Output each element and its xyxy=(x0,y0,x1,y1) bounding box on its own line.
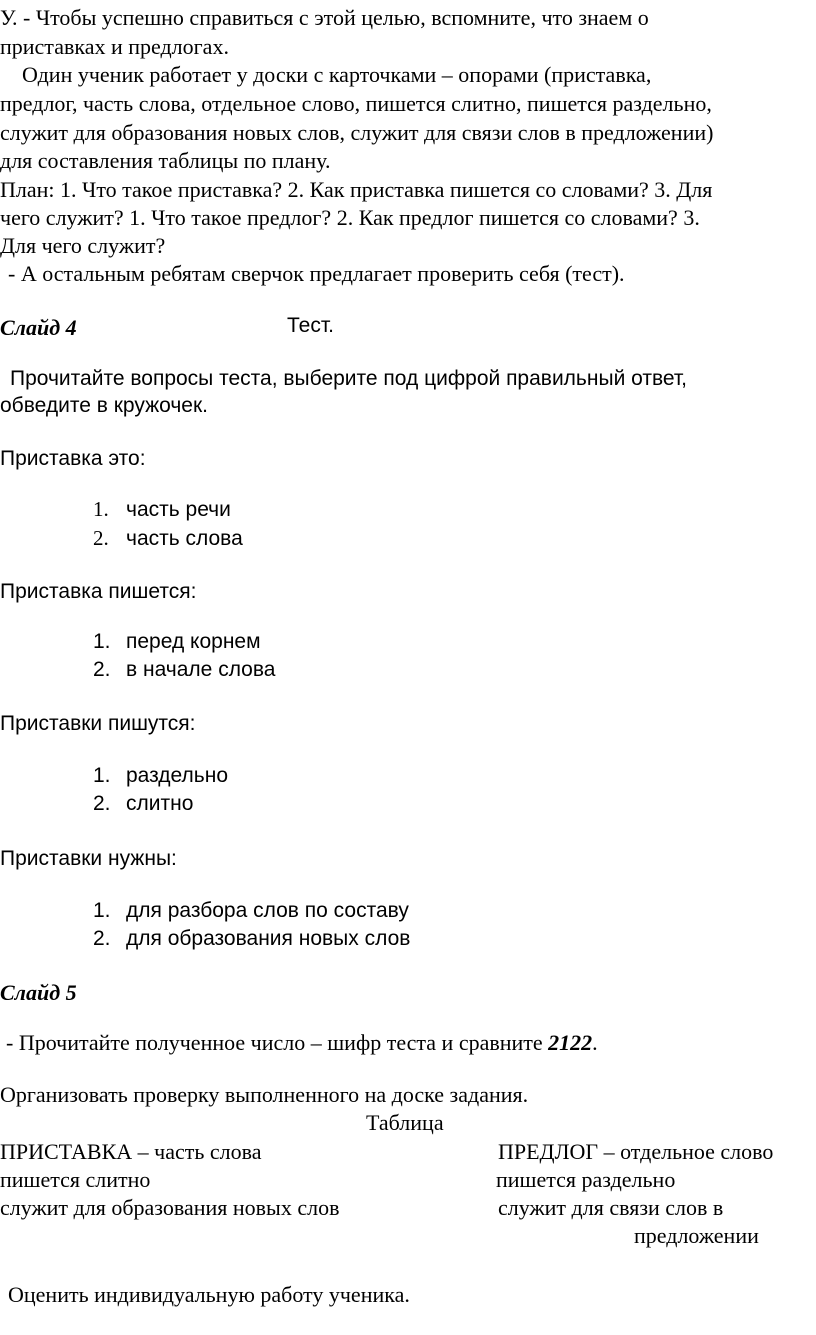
option-number: 2. xyxy=(93,526,109,550)
question-prompt: Приставки пишутся: xyxy=(0,712,196,735)
table-left-cell: пишется слитно xyxy=(0,1167,151,1192)
table-right-cell: служит для связи слов в xyxy=(498,1195,724,1220)
test-title: Тест. xyxy=(287,314,334,337)
table-right-cell: предложении xyxy=(634,1223,759,1248)
table-right-cell: пишется раздельно xyxy=(496,1167,676,1192)
intro-line: Один ученик работает у доски с карточками – опорами (приставка, xyxy=(22,62,652,87)
answer-option xyxy=(93,925,410,953)
question-prompt: Приставка это: xyxy=(0,447,146,470)
answer-option xyxy=(93,495,231,524)
plan-line: План: 1. Что такое приставка? 2. Как приставка пишется со словами? 3. Для xyxy=(0,177,713,202)
intro-line: предлог, часть слова, отдельное слово, пишется слитно, пишется раздельно, xyxy=(0,91,712,116)
option-number: 1. xyxy=(93,497,109,521)
question-prompt: Приставки нужны: xyxy=(0,847,177,870)
organize-note: Организовать проверку выполненного на доске задания. xyxy=(0,1082,529,1107)
option-number: 2. xyxy=(93,927,111,950)
table-caption: Таблица xyxy=(366,1110,444,1135)
option-text: перед корнем xyxy=(126,630,261,653)
option-text: для образования новых слов xyxy=(126,927,411,950)
option-number: 1. xyxy=(93,630,111,653)
intro-line: У. - Чтобы успешно справиться с этой целью, вспомните, что знаем о xyxy=(0,5,649,30)
option-text: раздельно xyxy=(126,764,228,787)
answer-option xyxy=(93,656,275,684)
intro-line: приставках и предлогах. xyxy=(0,34,229,59)
option-number: 1. xyxy=(93,899,111,922)
answer-option xyxy=(93,897,409,925)
slide-label: Слайд 5 xyxy=(0,980,77,1005)
test-instruction: обведите в кружочек. xyxy=(0,394,208,417)
option-text: в начале слова xyxy=(126,658,276,681)
intro-line: для составления таблицы по плану. xyxy=(0,148,331,173)
option-number: 1. xyxy=(93,764,111,787)
intro-line: - А остальным ребятам сверчок предлагает проверить себя (тест). xyxy=(8,261,625,286)
answer-option xyxy=(93,762,228,790)
closing-note: Оценить индивидуальную работу ученика. xyxy=(8,1282,410,1307)
plan-line: Для чего служит? xyxy=(0,233,166,258)
answer-option xyxy=(93,524,243,553)
option-text: для разбора слов по составу xyxy=(126,899,409,922)
test-code: 2122 xyxy=(548,1030,593,1055)
option-number: 2. xyxy=(93,792,111,815)
plan-line: чего служит? 1. Что такое предлог? 2. Как предлог пишется со словами? 3. xyxy=(0,205,700,230)
table-right-cell: ПРЕДЛОГ – отдельное слово xyxy=(498,1139,774,1164)
question-prompt: Приставка пишется: xyxy=(0,580,197,603)
intro-line: служит для образования новых слов, служит для связи слов в предложении) xyxy=(0,120,714,145)
slide5-instruction xyxy=(6,1028,598,1057)
slide-label: Слайд 4 xyxy=(0,315,77,340)
option-number: 2. xyxy=(93,658,111,681)
option-text: часть слова xyxy=(126,527,243,550)
option-text: часть речи xyxy=(126,498,231,521)
instruction-end: . xyxy=(592,1030,598,1055)
answer-option xyxy=(93,790,193,818)
test-instruction: Прочитайте вопросы теста, выберите под цифрой правильный ответ, xyxy=(10,367,687,390)
option-text: слитно xyxy=(126,792,194,815)
table-left-cell: служит для образования новых слов xyxy=(0,1195,340,1220)
answer-option xyxy=(93,628,261,656)
instruction-text: - Прочитайте полученное число – шифр теста и сравните xyxy=(6,1030,549,1055)
table-left-cell: ПРИСТАВКА – часть слова xyxy=(0,1139,262,1164)
